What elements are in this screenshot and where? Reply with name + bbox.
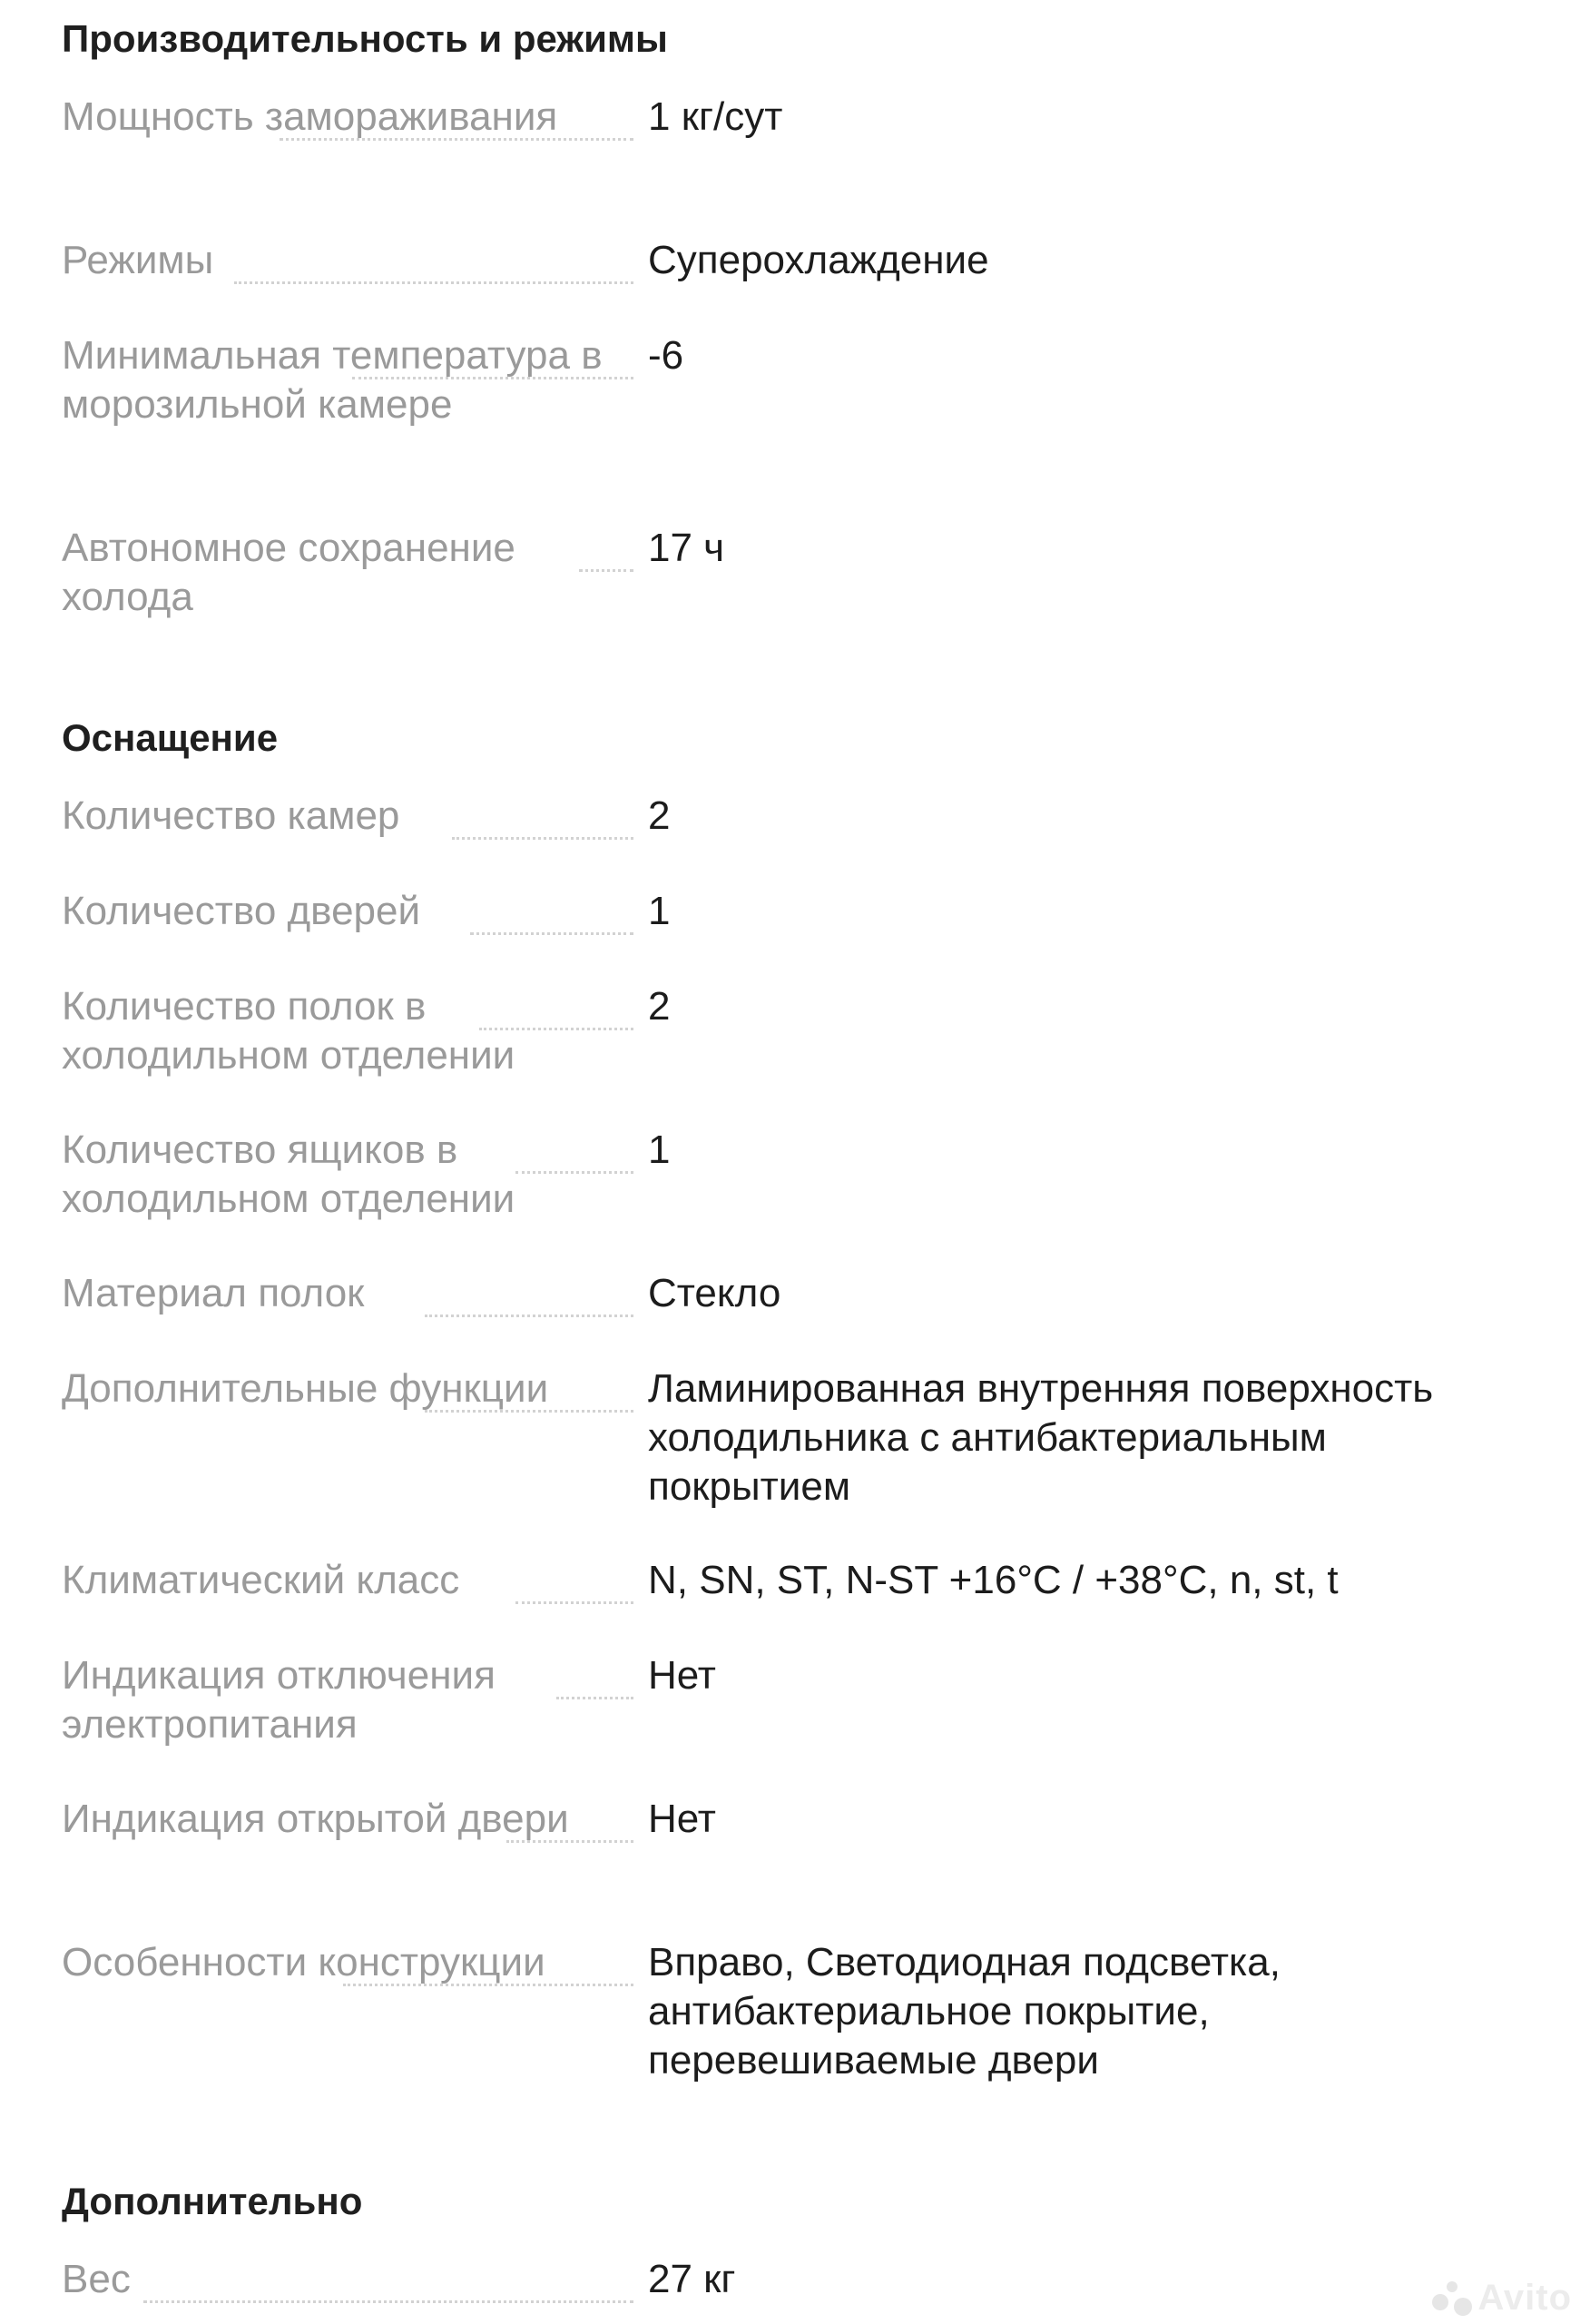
leader-dots [479,1028,633,1030]
spec-label-autonomous-cold: Автономное сохранение холода [62,524,633,622]
section-title-equipment: Оснащение [62,716,279,759]
spec-value-modes: Суперохлаждение [648,238,989,282]
leader-dots [280,138,633,141]
leader-dots [452,837,633,840]
spec-label-power-off-indication: Индикация отключения электропитания [62,1651,633,1749]
leader-dots [425,1315,633,1317]
avito-logo-icon [1432,2281,1472,2318]
spec-label-min-freezer-temp: Минимальная температура в морозильной камере [62,331,633,429]
spec-label-design-features: Особенности конструкции [62,1938,633,1987]
leader-dots [515,1601,633,1604]
leader-dots [425,1410,633,1413]
spec-value-extra-functions: Ламинированная внутренняя поверхность холодильника с антибактериальным покрытием [648,1366,1434,1509]
spec-value-shelf-material: Стекло [648,1271,781,1315]
spec-value-chambers: 2 [648,793,671,838]
spec-label-freezing-capacity: Мощность замораживания [62,93,633,142]
spec-value-design-features: Вправо, Светодиодная подсветка, антибактериальное покрытие, перевешиваемые двери [648,1940,1281,2083]
section-title-additional: Дополнительно [62,2180,363,2222]
spec-label-drawers: Количество ящиков в холодильном отделении [62,1126,633,1224]
spec-label-chambers: Количество камер [62,792,633,841]
leader-dots [515,1171,633,1174]
spec-label-climate-class: Климатический класс [62,1556,633,1605]
spec-label-weight: Вес [62,2255,633,2304]
spec-value-open-door-indication: Нет [648,1797,716,1841]
spec-value-drawers: 1 [648,1128,671,1172]
spec-label-shelf-material: Материал полок [62,1269,633,1318]
leader-dots [143,2300,633,2303]
spec-label-modes: Режимы [62,236,633,285]
spec-label-doors: Количество дверей [62,887,633,936]
watermark-text: Avito [1477,2278,1572,2318]
leader-dots [234,281,633,284]
spec-value-shelves: 2 [648,984,671,1029]
leader-dots [343,1984,633,1986]
spec-label-shelves: Количество полок в холодильном отделении [62,982,633,1080]
spec-value-min-freezer-temp: -6 [648,333,684,378]
spec-value-doors: 1 [648,889,671,933]
leader-dots [352,377,633,379]
avito-watermark [1432,2278,1572,2319]
spec-value-freezing-capacity: 1 кг/сут [648,94,783,139]
spec-label-extra-functions: Дополнительные функции [62,1364,633,1413]
spec-value-autonomous-cold: 17 ч [648,526,725,570]
spec-value-power-off-indication: Нет [648,1653,716,1698]
spec-value-weight: 27 кг [648,2257,736,2301]
leader-dots [556,1697,633,1699]
leader-dots [470,932,633,935]
section-title-performance: Производительность и режимы [62,17,668,60]
leader-dots [506,1840,633,1843]
spec-value-climate-class: N, SN, ST, N-ST +16°C / +38°C, n, st, t [648,1558,1339,1602]
leader-dots [579,569,633,572]
spec-label-open-door-indication: Индикация открытой двери [62,1795,633,1844]
